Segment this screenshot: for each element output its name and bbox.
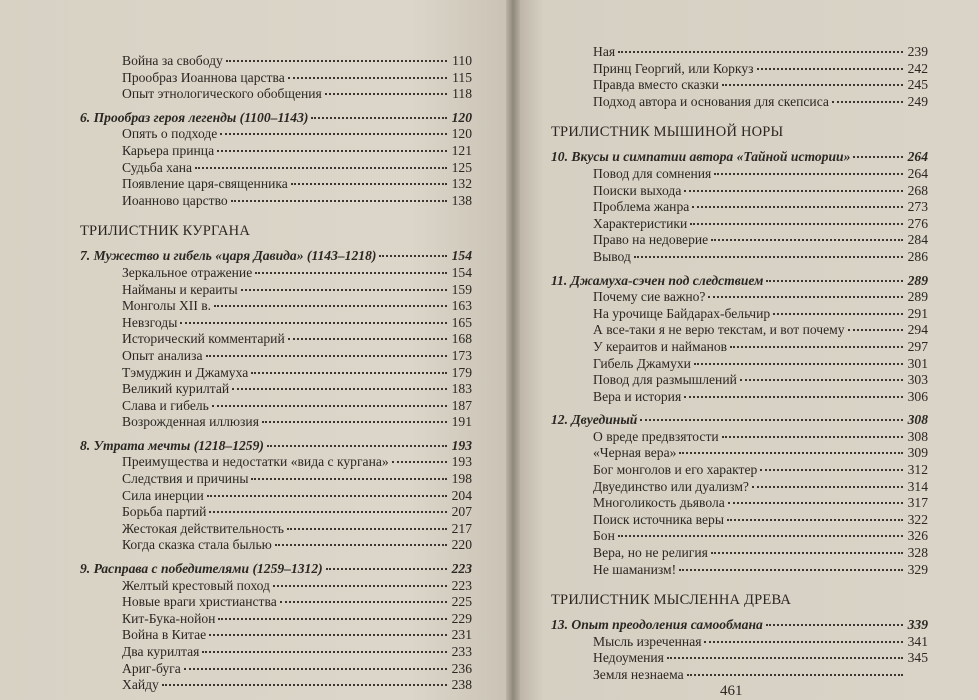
dot-leader [262,421,447,423]
entry-title: Поиски выхода [593,182,682,198]
entry-title: Карьера принца [122,142,215,158]
entry-title: Характеристики [593,215,688,231]
entry-page-number: 328 [907,545,928,561]
dot-leader [618,51,903,53]
entry-page-number: 132 [451,176,472,192]
dot-leader [288,338,447,340]
entry-title: Мысль изреченная [593,633,702,649]
left-toc [80,53,472,694]
dot-leader [251,372,447,374]
entry-page-number: 165 [451,314,472,330]
toc-entry [551,77,928,94]
entry-title: Возрожденная иллюзия [122,414,259,430]
dot-leader [251,478,447,480]
entry-page-number: 268 [907,182,928,198]
entry-page-number: 138 [451,192,472,208]
toc-entry [80,126,472,143]
entry-page-number: 245 [907,77,928,93]
entry-page-number: 191 [451,414,472,430]
entry-title: О вреде предвзятости [593,428,719,444]
dot-leader [848,329,903,331]
dot-leader [207,495,447,497]
entry-title: Судьба хана [122,159,193,175]
dot-leader [255,272,447,274]
entry-page-number: 223 [451,577,472,593]
dot-leader [684,190,903,192]
toc-entry [80,160,472,177]
entry-title: Монголы XII в. [122,298,212,314]
toc-entry [80,578,472,595]
entry-page-number: 291 [907,305,928,321]
toc-entry [80,193,472,210]
entry-title: 9. Расправа с победителями (1259–1312) [80,561,323,577]
dot-leader [679,452,903,454]
dot-leader [760,469,903,471]
entry-page-number: 317 [907,495,928,511]
dot-leader [214,305,447,307]
toc-entry [80,677,472,694]
section-heading: ТРИЛИСТНИК КУРГАНА [80,223,250,240]
entry-title: Новые враги христианства [122,594,277,610]
toc-entry [80,265,472,282]
entry-title: Два курилтая [122,644,200,659]
toc-entry [551,389,928,406]
entry-page-number: 297 [907,338,928,354]
entry-title: Слава и гибель [122,397,209,413]
entry-title: 10. Вкусы и симпатии автора «Тайной истории» [551,149,851,165]
toc-entry [80,537,472,554]
dot-leader [220,133,447,135]
entry-page-number: 173 [451,347,472,363]
entry-title: Опыт этнологического обобщения [122,86,322,102]
entry-page-number: 329 [907,561,928,577]
dot-leader [226,60,447,62]
toc-entry [551,528,928,545]
dot-leader [740,379,903,381]
dot-leader [722,436,903,438]
entry-title: Жестокая действительность [122,520,284,536]
toc-entry [551,322,928,339]
dot-leader [730,346,903,348]
entry-page-number: 289 [907,272,928,288]
toc-chapter-entry [80,438,472,455]
dot-leader [287,528,447,530]
toc-chapter-entry [80,110,472,127]
entry-title: Не шаманизм! [593,561,677,577]
entry-title: Вывод [593,248,631,264]
toc-entry [80,454,472,471]
toc-entry [80,644,472,661]
entry-title: Проблема жанра [593,199,690,215]
entry-title: Следствия и причины [122,471,249,487]
entry-page-number: 233 [451,644,472,659]
entry-page-number: 217 [451,520,472,536]
dot-leader [618,535,903,537]
entry-title: Кит-Бука-нойон [122,610,216,626]
dot-leader [162,684,447,686]
dot-leader [708,296,903,298]
dot-leader [711,552,903,554]
entry-title: Многоликость дьявола [593,495,725,511]
entry-title: Подход автора и основания для скепсиса [593,93,829,109]
entry-page-number: 264 [907,149,928,165]
dot-leader [209,634,447,636]
entry-title: Невзгоды [122,314,178,330]
toc-entry [551,339,928,356]
entry-page-number: 273 [907,199,928,215]
entry-title: Найманы и кераиты [122,281,238,297]
toc-entry [80,298,472,315]
entry-title: Ная [593,44,616,59]
toc-entry [551,289,928,306]
entry-title: Повод для сомнения [593,165,712,181]
entry-title: Поиск источника веры [593,511,724,527]
entry-page-number: 231 [451,627,472,643]
entry-page-number: 159 [451,281,472,297]
toc-entry [551,166,928,183]
entry-title: Преимущества и недостатки «вида с кургана» [122,454,389,470]
entry-page-number: 242 [907,60,928,76]
dot-leader [773,313,903,315]
entry-page-number: 204 [451,487,472,503]
toc-entry [80,348,472,365]
dot-leader [206,355,448,357]
dot-leader [288,77,447,79]
toc-entry [80,381,472,398]
entry-title: Право на недоверие [593,232,709,248]
toc-entry [80,661,472,678]
toc-entry [551,634,928,651]
entry-page-number: 225 [451,594,472,610]
book-spine [506,0,520,700]
entry-title: 11. Джамуха-сэчен под следствием [551,272,764,288]
dot-leader [311,117,447,119]
dot-leader [218,618,447,620]
right-toc [551,44,928,684]
entry-title: 6. Прообраз героя легенды (1100–1143) [80,109,309,125]
toc-entry [80,611,472,628]
toc-chapter-entry [80,248,472,265]
dot-leader [280,601,447,603]
toc-entry [80,365,472,382]
entry-page-number: 183 [451,381,472,397]
entry-page-number: 312 [907,462,928,478]
toc-entry [80,331,472,348]
dot-leader [684,396,903,398]
toc-entry [551,356,928,373]
entry-title: Опять о подходе [122,126,218,142]
toc-entry [551,429,928,446]
entry-page-number: 239 [907,44,928,59]
toc-entry [80,488,472,505]
entry-page-number: 345 [907,650,928,666]
dot-leader [634,256,903,258]
entry-title: Великий курилтай [122,381,230,397]
entry-page-number: 286 [907,248,928,264]
entry-title: Когда сказка стала былью [122,537,272,553]
dot-leader [379,255,447,257]
entry-title: Хайду [122,677,159,693]
entry-page-number: 309 [907,445,928,461]
entry-title: Бог монголов и его характер [593,462,758,478]
toc-entry [80,414,472,431]
dot-leader [202,651,447,653]
entry-title: Прообраз Иоаннова царства [122,69,285,85]
toc-entry [80,143,472,160]
dot-leader [711,239,903,241]
toc-entry [80,86,472,103]
dot-leader [209,511,447,513]
dot-leader [267,445,447,447]
entry-title: На урочище Байдарах-бельчир [593,305,771,321]
toc-entry [551,512,928,529]
dot-leader [640,419,903,421]
toc-entry [551,94,928,111]
toc-entry [551,495,928,512]
entry-page-number: 249 [907,93,928,109]
toc-entry [80,282,472,299]
toc-entry [551,462,928,479]
dot-leader [273,585,447,587]
entry-title: Гибель Джамухи [593,355,691,371]
toc-chapter-entry [551,617,928,634]
toc-entry [551,199,928,216]
entry-page-number: 193 [451,437,472,453]
dot-leader [853,156,903,158]
entry-page-number: 322 [907,511,928,527]
entry-page-number: 120 [451,126,472,142]
entry-title: Борьба партий [122,504,207,520]
entry-title: 13. Опыт преодоления самообмана [551,617,763,633]
entry-title: «Черная вера» [593,445,677,461]
entry-page-number: 220 [451,537,472,553]
toc-entry [80,504,472,521]
toc-entry [551,445,928,462]
entry-page-number: 179 [451,364,472,380]
entry-title: Повод для размышлений [593,372,737,388]
entry-title: Вера, но не религия [593,545,708,561]
toc-entry [80,53,472,70]
entry-title: 7. Мужество и гибель «царя Давида» (1143–1218) [80,248,377,264]
entry-title: Зеркальное отражение [122,264,253,280]
entry-title: Появление царя-священника [122,176,288,192]
entry-page-number: 341 [907,633,928,649]
toc-entry [80,627,472,644]
dot-leader [727,519,903,521]
dot-leader [184,668,447,670]
entry-title: 12. Двуединый [551,412,638,428]
entry-page-number: 308 [907,428,928,444]
dot-leader [667,657,903,659]
toc-chapter-entry [551,149,928,166]
entry-title: Бон [593,528,615,544]
entry-page-number: 236 [451,660,472,676]
toc-entry [551,306,928,323]
entry-page-number: 289 [907,289,928,305]
entry-page-number: 294 [907,322,928,338]
entry-title: Земля незнаема [593,667,684,682]
entry-title: 8. Утрата мечты (1218–1259) [80,437,264,453]
entry-title: Исторический комментарий [122,331,285,347]
entry-title: У кераитов и найманов [593,338,728,354]
toc-entry [551,667,928,684]
toc-chapter-entry [551,412,928,429]
entry-title: Принц Георгий, или Коркуз [593,60,754,76]
entry-page-number: 187 [451,397,472,413]
dot-leader [728,502,903,504]
entry-title: Сила инерции [122,487,204,503]
dot-leader [714,173,903,175]
dot-leader [694,363,903,365]
entry-page-number: 303 [907,372,928,388]
entry-page-number: 229 [451,610,472,626]
entry-page-number: 120 [451,109,472,125]
dot-leader [212,405,447,407]
entry-title: Желтый крестовый поход [122,577,270,593]
dot-leader [687,674,903,676]
toc-entry [80,471,472,488]
dot-leader [392,461,447,463]
entry-title: Почему сие важно? [593,289,706,305]
entry-page-number: 198 [451,471,472,487]
dot-leader [275,544,447,546]
dot-leader [752,486,903,488]
entry-title: Война в Китае [122,627,207,643]
dot-leader [291,183,447,185]
entry-page-number: 163 [451,298,472,314]
toc-chapter-entry [551,273,928,290]
toc-entry [551,545,928,562]
entry-page-number: 154 [451,248,472,264]
entry-page-number: 121 [451,142,472,158]
entry-page-number: 193 [451,454,472,470]
toc-entry [80,398,472,415]
toc-entry [551,216,928,233]
entry-title: А все-таки я не верю текстам, и вот почему [593,322,845,338]
entry-title: Вера и история [593,388,682,404]
toc-entry [551,479,928,496]
dot-leader [241,289,447,291]
dot-leader [766,280,903,282]
entry-page-number: 306 [907,388,928,404]
entry-page-number: 276 [907,215,928,231]
dot-leader [690,223,903,225]
toc-entry [551,183,928,200]
entry-title: Двуединство или дуализм? [593,478,749,494]
dot-leader [704,641,903,643]
entry-title: Война за свободу [122,53,223,68]
dot-leader [326,568,447,570]
entry-page-number: 223 [451,561,472,577]
toc-entry [551,61,928,78]
entry-title: Иоанново царство [122,192,228,208]
entry-page-number: 308 [907,412,928,428]
toc-entry [551,44,928,61]
entry-page-number: 115 [452,69,472,85]
dot-leader [231,200,447,202]
entry-page-number: 154 [451,264,472,280]
toc-entry [80,521,472,538]
entry-page-number: 264 [907,165,928,181]
toc-entry [80,176,472,193]
dot-leader [232,388,447,390]
entry-page-number: 301 [907,355,928,371]
toc-chapter-entry [80,561,472,578]
section-heading: ТРИЛИСТНИК МЫШИНОЙ НОРЫ [551,124,784,141]
entry-page-number: 238 [451,677,472,693]
entry-page-number: 168 [451,331,472,347]
entry-page-number: 118 [452,86,472,102]
entry-title: Тэмуджин и Джамуха [122,364,249,380]
dot-leader [195,167,447,169]
dot-leader [757,68,903,70]
entry-title: Правда вместо сказки [593,77,719,93]
entry-page-number: 110 [452,53,472,68]
toc-entry [551,372,928,389]
section-heading: ТРИЛИСТНИК МЫСЛЕННА ДРЕВА [551,592,792,609]
toc-entry [551,650,928,667]
toc-entry [80,594,472,611]
entry-page-number: 284 [907,232,928,248]
dot-leader [722,84,903,86]
dot-leader [692,206,903,208]
toc-entry [80,315,472,332]
dot-leader [766,624,903,626]
entry-page-number: 207 [451,504,472,520]
toc-entry [551,249,928,266]
toc-entry [551,232,928,249]
entry-title: Опыт анализа [122,347,203,363]
entry-page-number: 314 [907,478,928,494]
dot-leader [180,322,447,324]
entry-page-number: 339 [907,617,928,633]
entry-page-number: 125 [451,159,472,175]
toc-entry [80,70,472,87]
dot-leader [325,93,447,95]
entry-title: Ариг-буга [122,660,181,676]
page-number: 461 [720,683,743,699]
dot-leader [217,150,447,152]
dot-leader [679,569,903,571]
entry-title: Недоумения [593,650,664,666]
toc-entry [551,562,928,579]
dot-leader [832,101,903,103]
entry-page-number: 326 [907,528,928,544]
